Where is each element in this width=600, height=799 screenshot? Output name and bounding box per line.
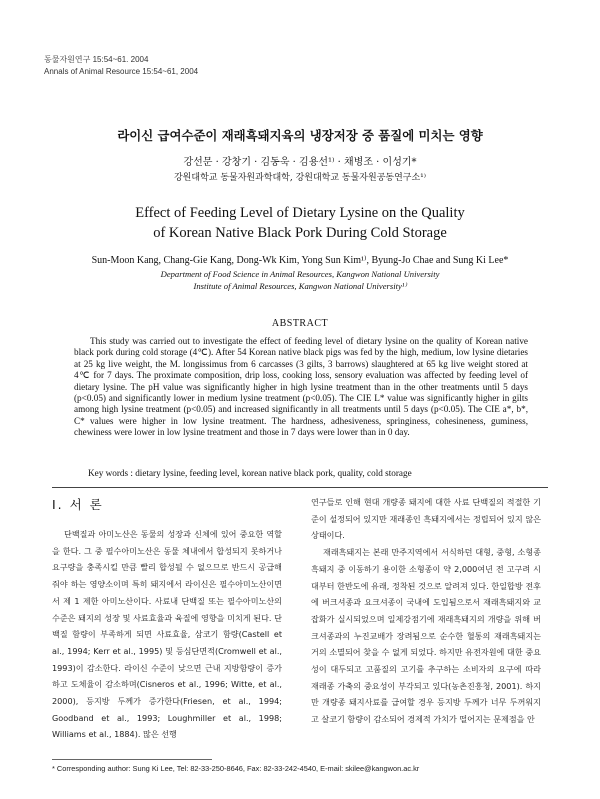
title-english-line1: Effect of Feeding Level of Dietary Lysine on the Quality — [135, 205, 465, 221]
authors-english: Sun-Moon Kang, Chang-Gie Kang, Dong-Wk Kim, Yong Sun Kim¹⁾, Byung-Jo Chae and Sung Ki Lee* — [91, 255, 509, 266]
affiliation-english-2: Institute of Animal Resources, Kangwon National University¹⁾ — [193, 281, 407, 291]
paragraph: 재래흑돼지는 본래 만주지역에서 서식하던 대형, 중형, 소형종 흑돼지 중 이동하기 용이한 소형종이 약 2,000여년 전 고구려 시대부터 한반도에 유래, 정착된 것으로 알려져 있다. 한일합방 전후에 버크셔종과 요크셔종이 국내에 도입됨으로서 재래흑돼지와 교잡화가 실시되었으며 일제강점기에 재래흑돼지의 개량을 위해 버크셔종과의 누진교배가 장려됨으로 순수한 혈통의 재래흑돼지는 거의 소멸되어 찾을 수 없게 되었다. 하지만 유전자원에 대한 중요성이 대두되고 고품질의 고기를 추구하는 소비자의 요구에 따라 재래종 가축의 중요성이 부각되고 있다(농촌진흥청, 2001). 하지만 개량종 돼지사료를 급여할 경우 등지방 두께가 너무 두꺼워지고 살코기 함량이 감소되어 경제적 가치가 떨어지는 문제점을 안 — [311, 547, 541, 725]
affiliation-korean: 강원대학교 동물자원과학대학, 강원대학교 동물자원공동연구소¹⁾ — [173, 173, 426, 183]
paragraph: 연구들로 인해 현대 개량종 돼지에 대한 사료 단백질의 적절한 기준이 설정되어 있지만 재래종인 흑돼지에서는 정립되어 있지 않은 상태이다. — [311, 497, 541, 541]
divider — [52, 487, 548, 488]
title-english-line2: of Korean Native Black Pork During Cold Storage — [153, 225, 447, 241]
journal-line-en: Annals of Animal Resource 15:54~61, 2004 — [44, 67, 199, 76]
left-column — [52, 494, 282, 743]
authors-korean: 강선문 · 강창기 · 김동욱 · 김용선¹⁾ · 채병조 · 이성기* — [183, 157, 417, 168]
journal-line-ko: 동물자원연구 15:54~61. 2004 — [44, 55, 149, 64]
paragraph: 단백질과 아미노산은 동물의 성장과 신체에 있어 중요한 역할을 한다. 그 중 필수아미노산은 동물 체내에서 합성되지 못하거나 요구량을 충족시킬 만큼 빨리 합성될 수 없으므로 반드시 공급해줘야 하는 영양소이며 특히 돼지에서 라이신은 필수아미노산이면서 제 1 제한 아미노산이다. 사료내 단백질 또는 필수아미노산의 수준은 돼지의 성장 및 사료효율과 육질에 영향을 미치게 된다. 단백질 함량이 부족하게 되면 사료효율, 삼코기 함량(Castell et al., 1994; Kerr et al., 1995) 및 등심단면적(Cromwell et al., 1993)이 감소한다. 라이신 수준이 낮으면 근내 지방함량이 증가하고 도체율이 감소하며(Cisneros et al., 1996; Witte, et al., 2000), 등지방 두께가 증가한다(Friesen, et al., 1994; Goodband et al., 1993; Loughmiller et al., 1998; Williams et al., 1884). 많은 선행 — [52, 529, 282, 740]
affiliation-english-1: Department of Food Science in Animal Resources, Kangwon National University — [160, 269, 440, 279]
corresponding-author-footnote: * Corresponding author: Sung Ki Lee, Tel: 82-33-250-8646, Fax: 82-33-242-4540, E-mail: skilee@kangwon.ac.kr — [52, 764, 420, 773]
abstract-body: This study was carried out to investigate the effect of feeding level of dietary lysine on the quality of Korean native black pork during cold storage (4℃). After 54 Korean native black pigs was fed by the high, medium, low lysine dietaries at 25 kg live weight, the M. longissimus from 6 carcasses (3 gilts, 3 barrows) slaughtered at 65 kg live weight stored at 4℃ for 7 days. The proximate composition, drip loss, cooking loss, sensory evaluation was affected by feeding level of dietary lysine. The pH value was significantly higher in high lysine treatment than in the other treatments until 5 days (p<0.05) and significantly lower in medium lysine treatment (p<0.05). The CIE L* value was significantly higher in gilts among high lysine treatment (p<0.05) and increased significantly in all treatments until 5 days (p<0.05). The CIE a*, b*, C* values were higher in low lysine treatment. The hardness, adhesiveness, springiness, cohesineness, guminess, chewiness were lower in low lysine treatment and those in 7 days were lower than in 0 day. — [74, 336, 528, 438]
footnote-divider — [52, 759, 212, 760]
right-column — [311, 494, 541, 728]
keywords: Key words : dietary lysine, feeding level, korean native black pork, quality, cold storage — [88, 468, 412, 478]
abstract-heading: ABSTRACT — [271, 318, 329, 329]
journal-header — [44, 54, 198, 78]
title-english — [0, 203, 600, 243]
section-heading-introduction: Ⅰ. 서 론 — [52, 497, 104, 512]
title-korean: 라이신 급여수준이 재래흑돼지육의 냉장저장 중 품질에 미치는 영향 — [117, 128, 483, 143]
